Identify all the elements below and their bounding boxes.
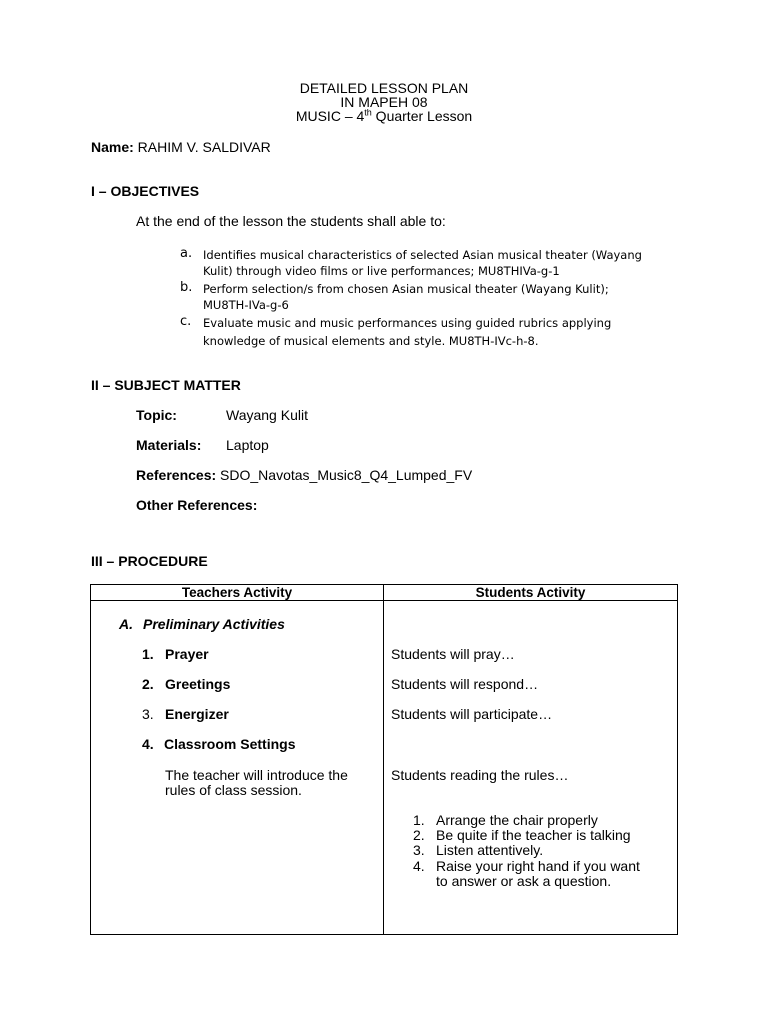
section-a-marker: A. (119, 616, 133, 632)
student-step-2: Students will respond… (391, 676, 539, 692)
rule-3-text: Listen attentively. (436, 842, 544, 858)
objective-a-line2: Kulit) through video films or live performances; MU8THIVa-g-1 (203, 264, 560, 278)
topic-label: Topic: (136, 407, 177, 423)
title-line-2: IN MAPEH 08 (340, 94, 428, 110)
section-a-label: Preliminary Activities (143, 616, 285, 632)
teacher-intro-line1: The teacher will introduce the (165, 767, 348, 783)
teacher-intro-line2: rules of class session. (165, 782, 302, 798)
title-line-3-post: Quarter Lesson (371, 108, 473, 124)
student-step-1: Students will pray… (391, 646, 515, 662)
rule-4-text-line2: to answer or ask a question. (436, 873, 612, 889)
name-value: RAHIM V. SALDIVAR (133, 139, 271, 155)
title-line-3-sup: th (364, 107, 372, 118)
references-label: References: (136, 467, 217, 483)
col-header-students: Students Activity (384, 585, 678, 601)
title-line-3 (0, 108, 768, 124)
rule-3-num: 3. (413, 842, 425, 858)
rule-1-text: Arrange the chair properly (436, 812, 598, 828)
objective-b-line1: Perform selection/s from chosen Asian musical theater (Wayang Kulit); (203, 282, 609, 296)
step-2-label: Greetings (165, 676, 231, 692)
student-step-3: Students will participate… (391, 706, 553, 722)
name-label: Name: (91, 139, 134, 155)
rule-1-num: 1. (413, 812, 425, 828)
rule-2-text: Be quite if the teacher is talking (436, 827, 631, 843)
references-line (136, 467, 472, 483)
teacher-activity-cell (91, 601, 384, 935)
procedure-heading: III – PROCEDURE (91, 553, 208, 569)
objective-c-line2: knowledge of musical elements and style. MU8TH-IVc-h-8. (203, 334, 539, 348)
objectives-heading: I – OBJECTIVES (91, 183, 200, 199)
name-line (91, 139, 271, 155)
students-activity-cell (384, 601, 678, 935)
materials-label: Materials: (136, 437, 202, 453)
col-header-teacher: Teachers Activity (91, 585, 384, 601)
materials-value: Laptop (226, 437, 269, 453)
other-references-label: Other References: (136, 497, 258, 513)
objective-c-line1: Evaluate music and music performances using guided rubrics applying (203, 316, 612, 330)
objective-c-marker: c. (180, 314, 192, 329)
objective-a-marker: a. (180, 246, 193, 261)
student-rules-intro: Students reading the rules… (391, 767, 569, 783)
subject-matter-heading: II – SUBJECT MATTER (91, 377, 241, 393)
title-line-1: DETAILED LESSON PLAN (299, 80, 469, 96)
objective-b-marker: b. (180, 280, 193, 295)
objective-b-line2: MU8TH-IVa-g-6 (203, 298, 289, 312)
step-3-label: Energizer (165, 706, 229, 722)
procedure-table (90, 584, 678, 935)
rule-4-num: 4. (413, 858, 425, 874)
objectives-intro: At the end of the lesson the students shall able to: (136, 213, 446, 229)
rule-2-num: 2. (413, 827, 425, 843)
step-1-label: Prayer (165, 646, 209, 662)
step-1-num: 1. (142, 646, 154, 662)
rule-4-text: Raise your right hand if you want (436, 858, 640, 874)
step-4-label: Classroom Settings (164, 736, 296, 752)
title-line-3-pre: MUSIC – 4 (295, 108, 365, 124)
step-2-num: 2. (142, 676, 154, 692)
topic-value: Wayang Kulit (226, 407, 308, 423)
step-4-num: 4. (142, 736, 154, 752)
references-value: SDO_Navotas_Music8_Q4_Lumped_FV (216, 467, 473, 483)
objective-a-line1: Identifies musical characteristics of selected Asian musical theater (Wayang (203, 248, 642, 262)
step-3-num: 3. (142, 706, 154, 722)
